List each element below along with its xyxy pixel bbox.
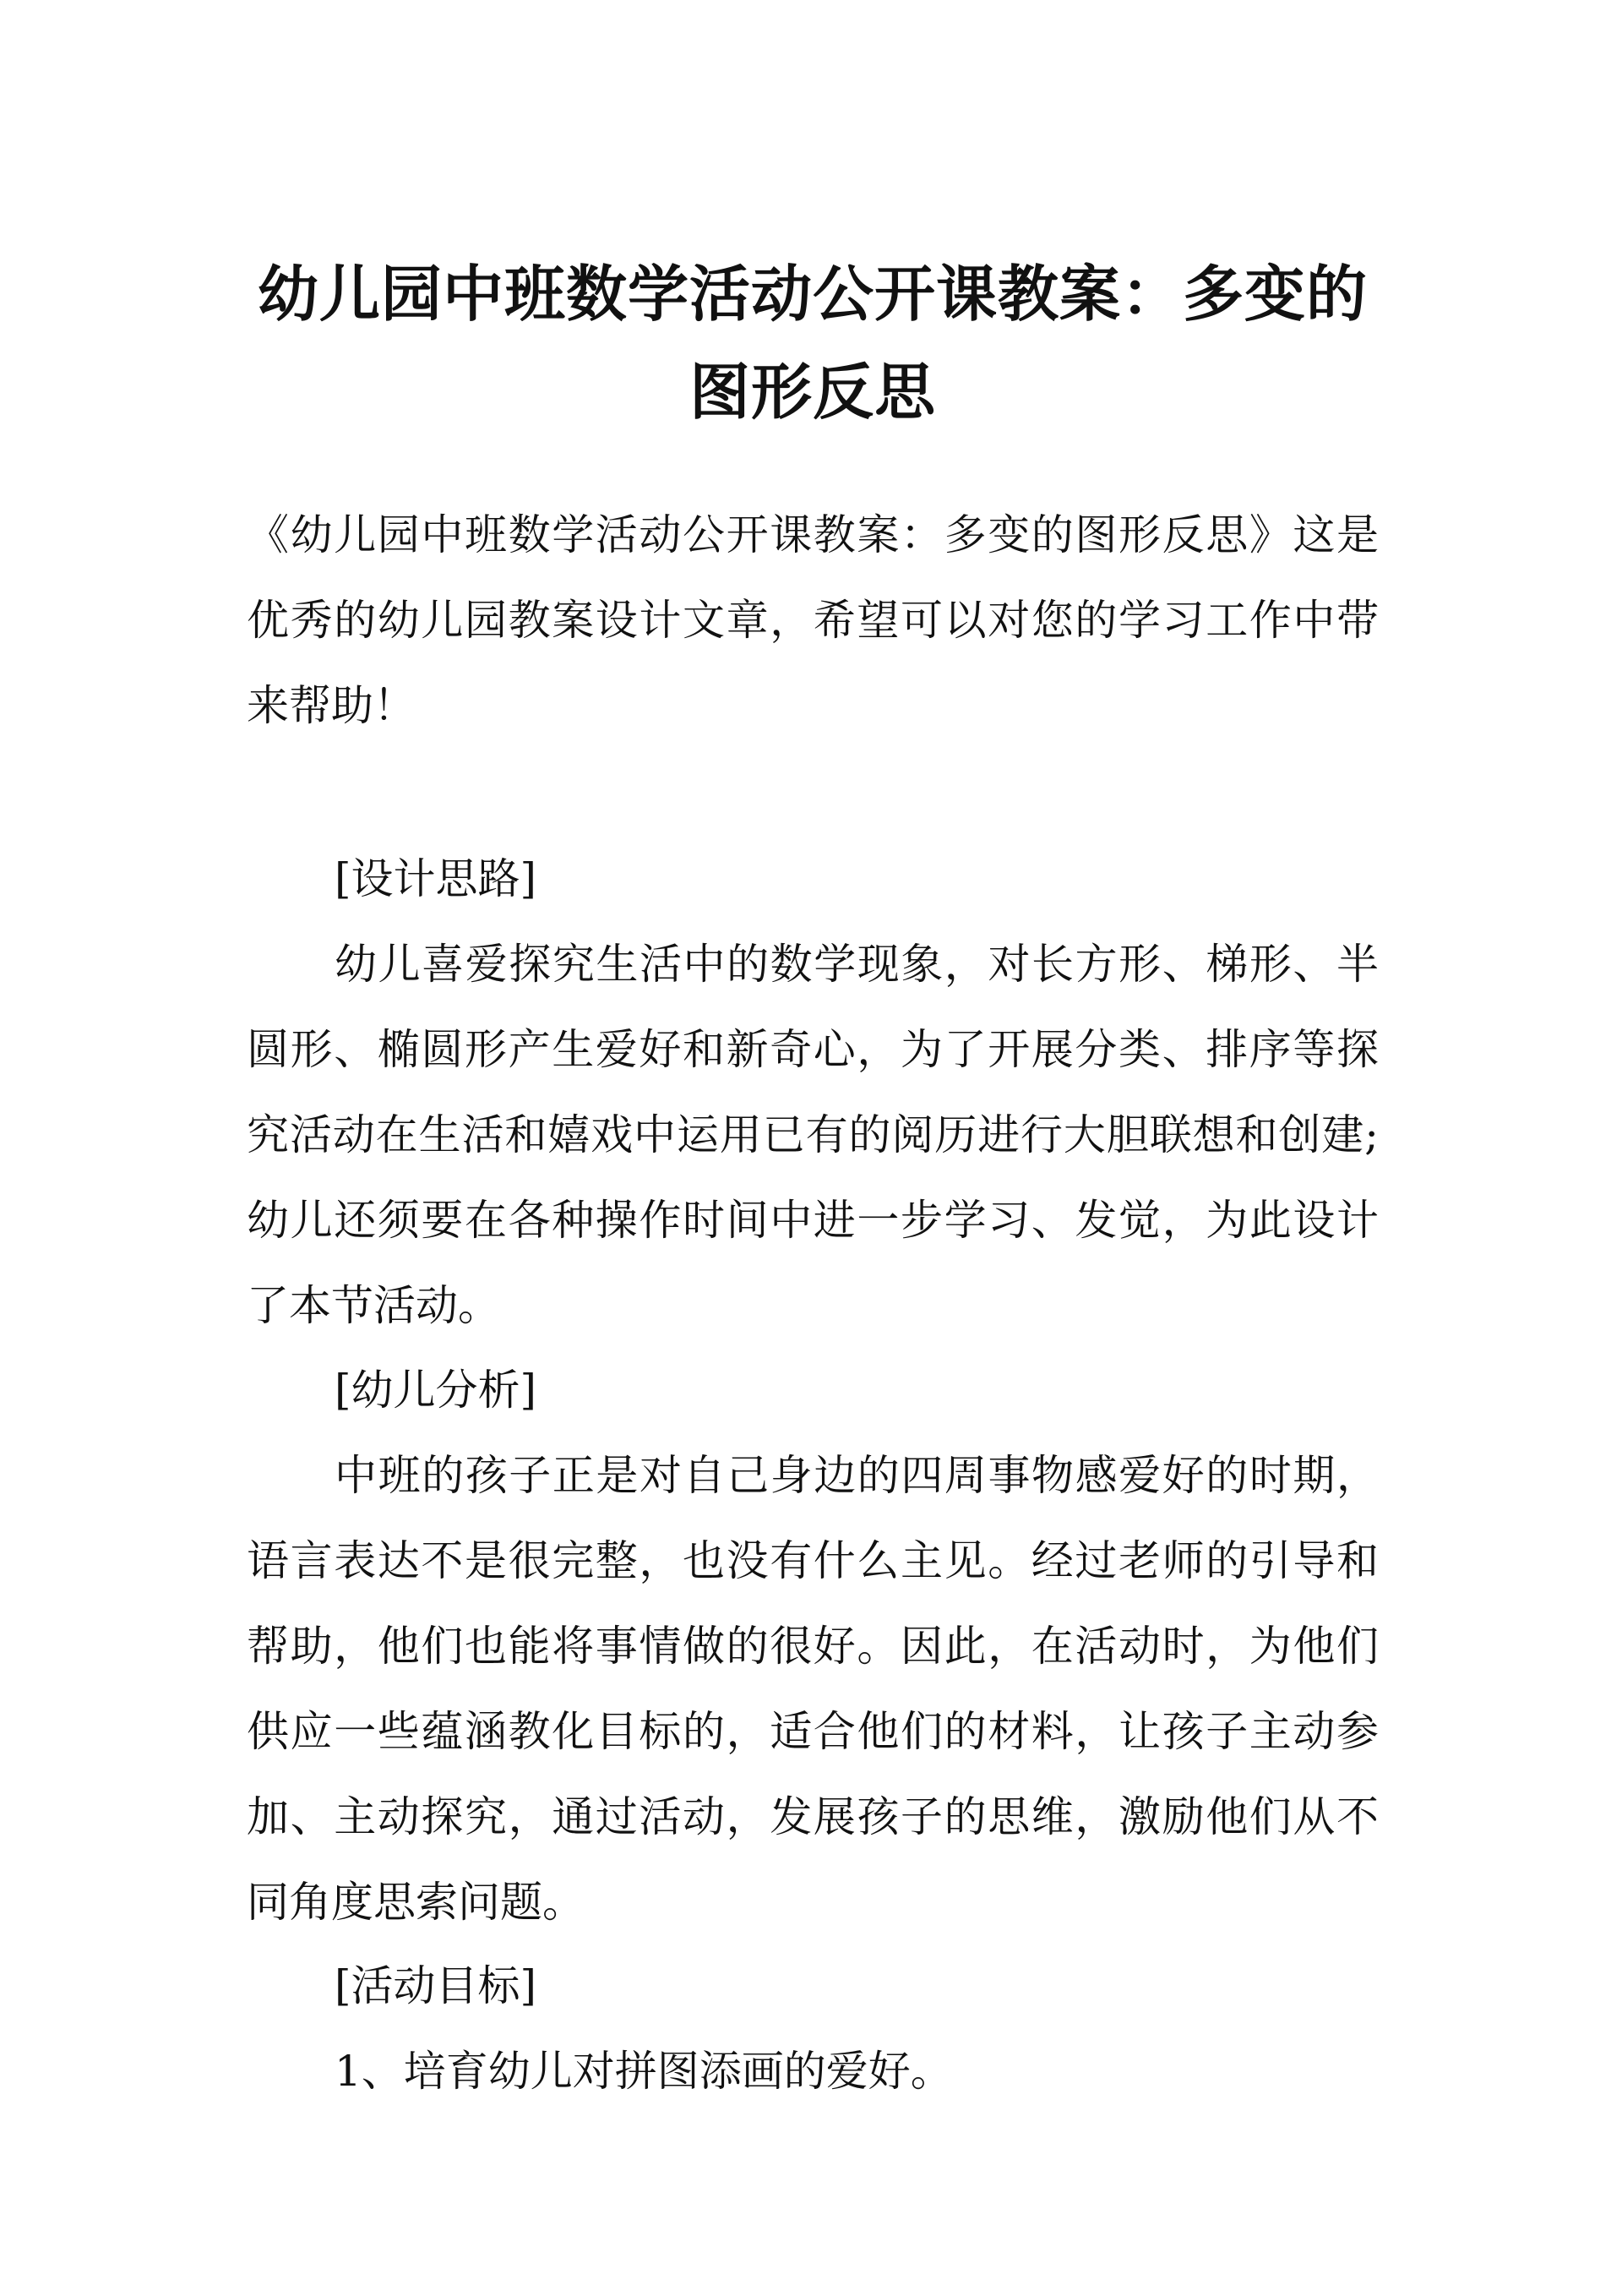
- section-body-child-analysis: 中班的孩子正是对自己身边的四周事物感爱好的时期，语言表达不是很完整，也没有什么主见。经过老师的引导和帮助，他们也能将事情做的很好。因此，在活动时，为他们供应一些蕴涵教化目标的，适合他们的材料，让孩子主动参加、主动探究，通过活动，发展孩子的思维，激励他们从不同角度思索问题。: [247, 1451, 1379, 1927]
- section-heading-goals: [活动目标]: [335, 1961, 537, 2010]
- section-heading-design: [设计思路]: [335, 854, 537, 903]
- goal-item-1: 1、培育幼儿对拼图添画的爱好。: [335, 2047, 953, 2096]
- document-page: [247, 0, 1379, 2296]
- document-title: 幼儿园中班数学活动公开课教案：多变的图形反思: [257, 258, 1368, 428]
- section-heading-child-analysis: [幼儿分析]: [335, 1366, 537, 1415]
- intro-paragraph: 《幼儿园中班数学活动公开课教案：多变的图形反思》这是优秀的幼儿园教案设计文章，希望可以对您的学习工作中带来帮助！: [247, 510, 1379, 730]
- section-body-design: 幼儿喜爱探究生活中的数学现象，对长方形、梯形、半圆形、椭圆形产生爱好和新奇心，为了开展分类、排序等探究活动在生活和嬉戏中运用已有的阅历进行大胆联想和创建;幼儿还须要在各种操作时间中进一步学习、发觉，为此设计了本节活动。: [247, 940, 1379, 1330]
